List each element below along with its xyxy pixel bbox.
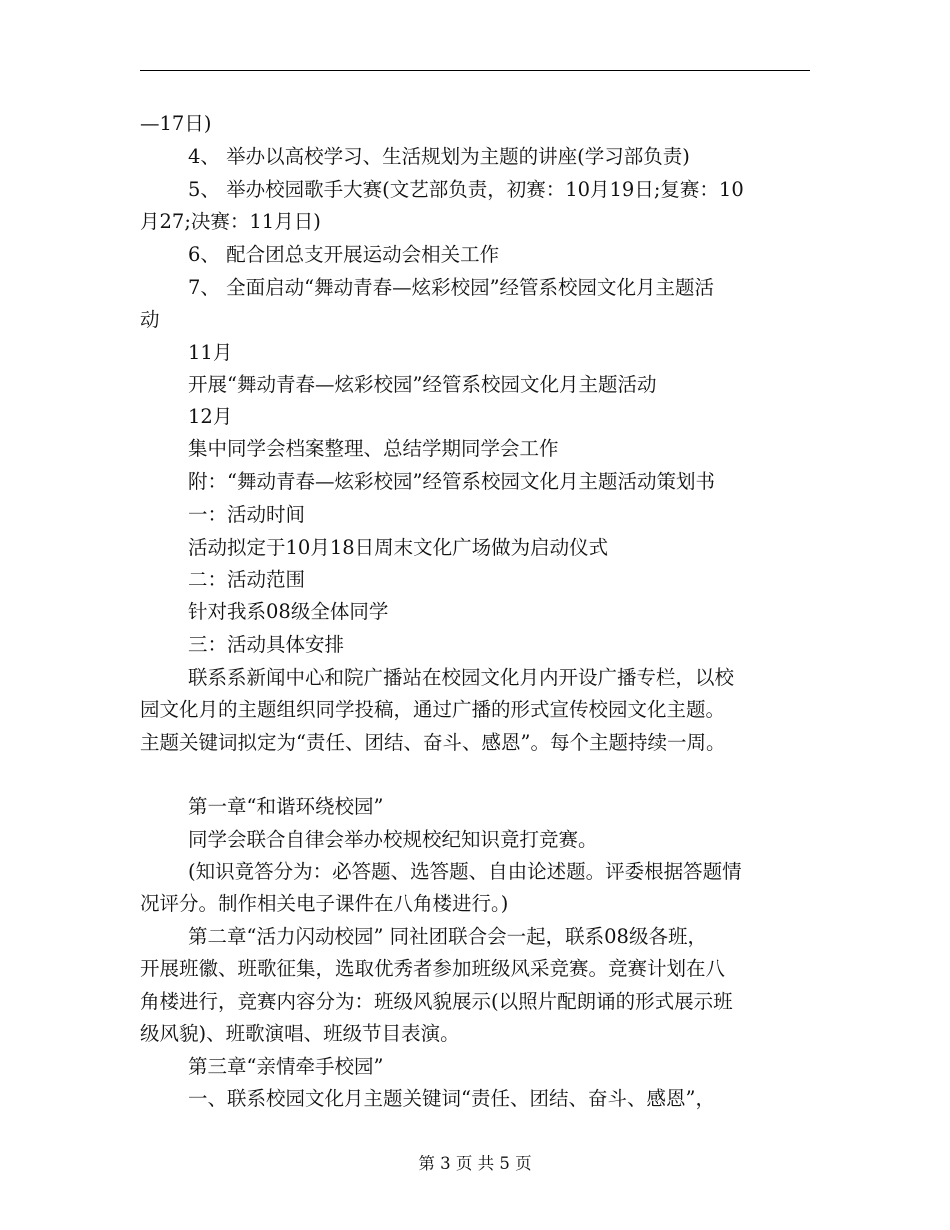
text-line: 11月 bbox=[188, 341, 233, 364]
text-line: 同学会联合自律会举办校规校纪知识竟打竞赛。 bbox=[188, 828, 598, 851]
text-line: 4、 举办以高校学习、生活规划为主题的讲座(学习部负责) bbox=[188, 145, 690, 168]
text-line: —17日) bbox=[140, 112, 212, 135]
text-line: 级风貌)、班歌演唱、班级节目表演。 bbox=[140, 1022, 460, 1045]
text-line: 7、 全面启动“舞动青春—炫彩校园”经管系校园文化月主题活 bbox=[188, 276, 715, 299]
text-line: 一：活动时间 bbox=[188, 503, 306, 526]
text-line: 第一章“和谐环绕校园” bbox=[188, 795, 384, 818]
text-line: 联系系新闻中心和院广播站在校园文化月内开设广播专栏，以校 bbox=[188, 666, 735, 689]
text-line: 二：活动范围 bbox=[188, 568, 306, 591]
text-line: (知识竟答分为：必答题、选答题、自由论述题。评委根据答题情 bbox=[188, 860, 742, 883]
page-number-footer: 第 3 页 共 5 页 bbox=[418, 1154, 532, 1173]
text-line: 5、 举办校园歌手大赛(文艺部负责，初赛：10月19日;复赛：10 bbox=[188, 178, 744, 201]
text-line: 集中同学会档案整理、总结学期同学会工作 bbox=[188, 437, 559, 460]
text-line: 月27;决赛：11月日) bbox=[140, 210, 321, 233]
text-line: 三：活动具体安排 bbox=[188, 633, 345, 656]
text-line: 附：“舞动青春—炫彩校园”经管系校园文化月主题活动策划书 bbox=[188, 470, 715, 493]
text-line: 园文化月的主题组织同学投稿，通过广播的形式宣传校园文化主题。 bbox=[140, 698, 726, 721]
text-line: 第三章“亲情牵手校园” bbox=[188, 1055, 384, 1078]
text-line: 动 bbox=[140, 308, 160, 331]
header-rule bbox=[140, 70, 810, 71]
text-line: 开展“舞动青春—炫彩校园”经管系校园文化月主题活动 bbox=[188, 373, 657, 396]
text-line: 第二章“活力闪动校园” 同社团联合会一起，联系08级各班， bbox=[188, 925, 707, 948]
text-line: 6、 配合团总支开展运动会相关工作 bbox=[188, 243, 500, 266]
text-line: 一、联系校园文化月主题关键词“责任、团结、奋斗、感恩”， bbox=[188, 1087, 715, 1110]
text-line: 活动拟定于10月18日周末文化广场做为启动仪式 bbox=[188, 536, 609, 559]
text-line: 主题关键词拟定为“责任、团结、奋斗、感恩”。每个主题持续一周。 bbox=[140, 731, 726, 754]
text-line: 针对我系08级全体同学 bbox=[188, 600, 389, 623]
text-line: 开展班徽、班歌征集，选取优秀者参加班级风采竞赛。竞赛计划在八 bbox=[140, 957, 726, 980]
text-line: 12月 bbox=[188, 405, 233, 428]
text-line: 况评分。制作相关电子课件在八角楼进行。) bbox=[140, 892, 509, 915]
text-line: 角楼进行，竞赛内容分为：班级风貌展示(以照片配朗诵的形式展示班 bbox=[140, 990, 733, 1013]
